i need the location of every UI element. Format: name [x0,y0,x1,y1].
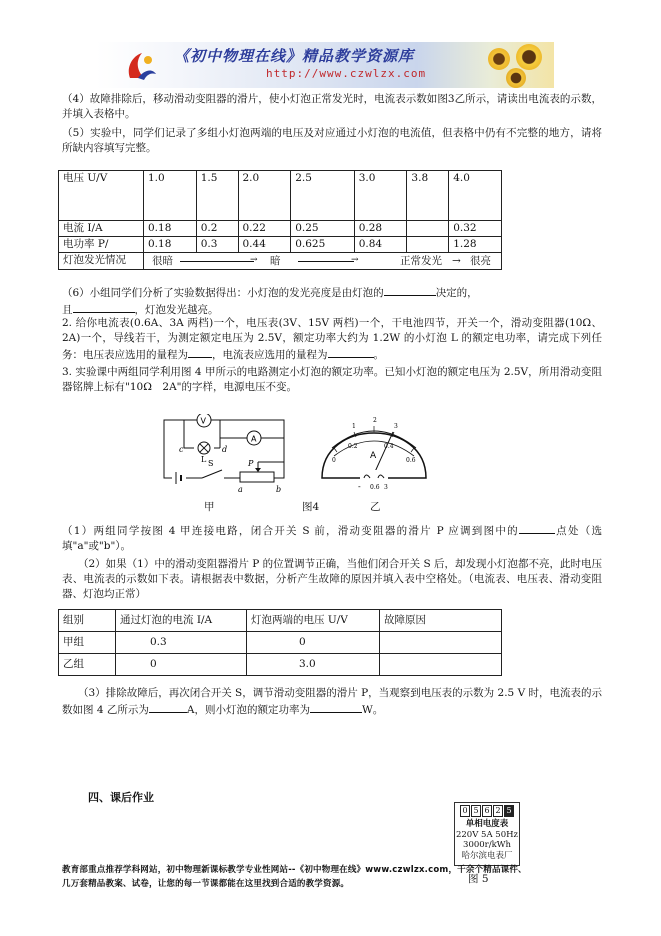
table-cell [407,221,449,237]
table-cell: 0 [247,632,380,654]
table-cell: 0.28 [354,221,407,237]
table-row [59,632,502,654]
table-header-row [59,610,502,632]
table-cell: 1.28 [449,237,502,253]
meter-rate: 3000r/kWh [463,840,511,851]
table-cell: 3.8 [407,171,449,221]
figure-label-jia: 甲 [204,501,215,513]
header-banner [96,42,554,88]
meter-digit: 6 [482,805,492,817]
question-6 [62,284,602,318]
arrow-icon: → [452,255,461,268]
glow-very-dim: 很暗 [152,255,173,268]
tick-label: 2 [373,417,377,424]
point-a-label: a [238,485,243,494]
table-header: 灯泡两端的电压 U/V [247,610,380,632]
table-cell: 0.25 [291,221,355,237]
arrow-head-icon: → [250,255,258,266]
table-header: 通过灯泡的电流 I/A [116,610,247,632]
table-cell: 1.0 [144,171,197,221]
answer-blank[interactable] [310,701,362,713]
slider-p-label: P [248,459,254,468]
table-cell [407,237,449,253]
question-3-1-end: 点处（选填"a"或"b"）。 [62,525,602,553]
question-2 [62,316,602,364]
footer-line-1: 教育部重点推荐学科网站，初中物理新课标教学专业性网站--《初中物理在线》www.czwlzx.com，千余个精品课件、 [62,865,527,875]
table-row-label: 电流 I/A [59,221,144,237]
ammeter-dial [318,408,430,494]
question-5-paragraph: （5）实验中，同学们记录了多组小灯泡两端的电压及对应通过小灯泡的电流值，但表格中仍有不完整的地方，请将所缺内容填写完整。 [62,127,602,155]
terminal-label: 0.6 [370,484,380,491]
unit-label: A [370,451,377,461]
rheostat-icon [240,472,274,482]
answer-blank[interactable] [149,701,187,713]
table-cell: 0.18 [144,237,197,253]
table-cell: 0.22 [238,221,291,237]
table-cell: 0.44 [238,237,291,253]
answer-blank[interactable] [328,346,374,358]
table-row [59,253,502,269]
arrow-line [298,261,354,262]
point-b-label: b [276,485,282,494]
question-3-intro: 3. 实验课中两组同学利用图 4 甲所示的电路测定小灯泡的额定功率。已知小灯泡的额定电压为 2.5V，所用滑动变阻器铭牌上标有"10Ω 2A"的字样，电源电压不变。 [62,366,602,394]
table-cell: 乙组 [59,654,116,676]
question-3-3-text: （3）排除故障后，再次闭合开关 S，调节滑动变阻器的滑片 P，当观察到电压表的示数为 2.5 V 时，电流表的示数如图 4 乙所示为 [62,687,602,717]
tick-label: 0.2 [348,443,358,450]
table-cell: 0.3 [196,237,238,253]
table-header: 故障原因 [380,610,502,632]
table-cell: 1.5 [196,171,238,221]
terminal-label: - [358,482,361,491]
table-row-label: 电功率 P/ [59,237,144,253]
answer-blank[interactable] [519,522,555,534]
meter-maker: 哈尔滨电表厂 [461,850,513,861]
sunflower-image [516,44,542,70]
question-6-text: （6）小组同学们分析了实验数据得出：小灯泡的发光亮度是由灯泡的 [62,287,384,299]
electric-meter-card [454,802,520,866]
question-6-text-end: 决定的， [435,287,478,299]
table-row-label: 灯泡发光情况 [59,253,144,269]
ammeter-label: A [251,434,257,444]
glow-normal: 正常发光 [400,255,442,268]
table-cell: 0 [116,654,247,676]
question-3-3-mid: A，则小灯泡的额定功率为 [186,704,310,717]
table-cell: 0.84 [354,237,407,253]
point-c-label: c [179,445,184,454]
figure-label-4: 图4 [302,501,320,513]
fault-table [58,609,502,676]
arrow-head-icon: → [351,255,359,266]
tick-label: 0.4 [384,443,394,450]
point-d-label: d [222,445,228,454]
glow-very-bright: 很亮 [470,255,491,268]
question-6-text-2: 且 [62,304,73,317]
figure-5-label: 图 5 [468,873,489,885]
glow-dim: 暗 [270,255,281,268]
table-cell: 3.0 [247,654,380,676]
terminal-label: 3 [384,484,388,491]
table-cell: 0.3 [116,632,247,654]
banner-url[interactable]: http://www.czwlzx.com [266,67,427,80]
table-header: 组别 [59,610,116,632]
switch-label: S [208,459,214,468]
figure-label-yi: 乙 [370,501,381,513]
table-cell: 0.32 [449,221,502,237]
meter-digit: 5 [504,805,514,817]
voltmeter-label: V [200,416,206,426]
table-cell: 2.0 [238,171,291,221]
answer-blank[interactable] [188,346,212,358]
tick-label: 1 [352,423,356,430]
question-2-text-mid: ，电流表应选用的量程为 [212,349,328,362]
table-row [59,171,502,221]
question-3-1-text: （1）两组同学按图 4 甲连接电路，闭合开关 S 前，滑动变阻器的滑片 P 应调到图中的 [62,525,519,537]
site-logo-icon [124,50,158,82]
glow-progression [144,253,502,269]
tick-label: 3 [394,423,398,430]
footer-line-2: 几万套精品教案、试卷，让您的每一节课都能在这里找到合适的教学资源。 [62,879,350,889]
question-2-text-end: 。 [373,349,384,362]
meter-digit: 2 [493,805,503,817]
table-row [59,654,502,676]
lamp-label: L [201,455,207,464]
table-cell: 4.0 [449,171,502,221]
answer-blank[interactable] [73,301,135,313]
question-2-text: 2. 给你电流表(0.6A、3A 两档)一个，电压表(3V、15V 两档)一个，干电池四节，开关一个，滑动变阻器(10Ω、2A)一个，导线若干，为测定额定电压为 2.5V，额定功率大约为 1.2W 的小灯泡 L 的额定电功率，请完成下列任务：电压表应选用的量程为 [62,317,602,362]
data-table-1 [58,170,502,270]
tick-label: 0 [332,457,336,464]
table-cell: 0.625 [291,237,355,253]
table-row [59,237,502,253]
answer-cell[interactable] [380,654,502,676]
sunflower-image [506,68,526,88]
table-cell: 甲组 [59,632,116,654]
table-cell: 0.18 [144,221,197,237]
arrow-line [180,261,254,262]
table-cell: 3.0 [354,171,407,221]
meter-digit: 5 [471,805,481,817]
section-title: 四、课后作业 [88,791,154,804]
answer-cell[interactable] [380,632,502,654]
question-3-2: （2）如果（1）中的滑动变阻器滑片 P 的位置调节正确，当他们闭合开关 S 后，却发现小灯泡都不亮，此时电压表、电流表的示数如下表。请根据表中数据，分析产生故障的原因并填入表中空格处。（电流表、电压表、滑动变阻器、灯泡均正常） [62,558,602,601]
table-row [59,221,502,237]
circuit-diagram [154,414,304,494]
question-6-text-2-end: ，灯泡发光越亮。 [134,304,219,317]
meter-digit: 0 [460,805,470,817]
question-3-1 [62,522,602,554]
table-row-label: 电压 U/V [59,171,144,221]
meter-digits [455,805,519,817]
table-cell: 2.5 [291,171,355,221]
tick-label: 0.6 [406,457,416,464]
meter-spec: 220V 5A 50Hz [455,829,519,840]
question-4-paragraph: （4）故障排除后，移动滑动变阻器的滑片，使小灯泡正常发光时，电流表示数如图3乙所示，请读出电流表的示数，并填入表格中。 [62,93,602,121]
question-3-3-end: W。 [361,704,384,717]
banner-title: 《初中物理在线》精品教学资源库 [174,47,415,65]
question-3-3 [62,686,602,718]
table-cell: 0.2 [196,221,238,237]
sunflower-image [488,48,510,70]
meter-name: 单相电度表 [465,819,509,829]
answer-blank[interactable] [384,284,436,296]
